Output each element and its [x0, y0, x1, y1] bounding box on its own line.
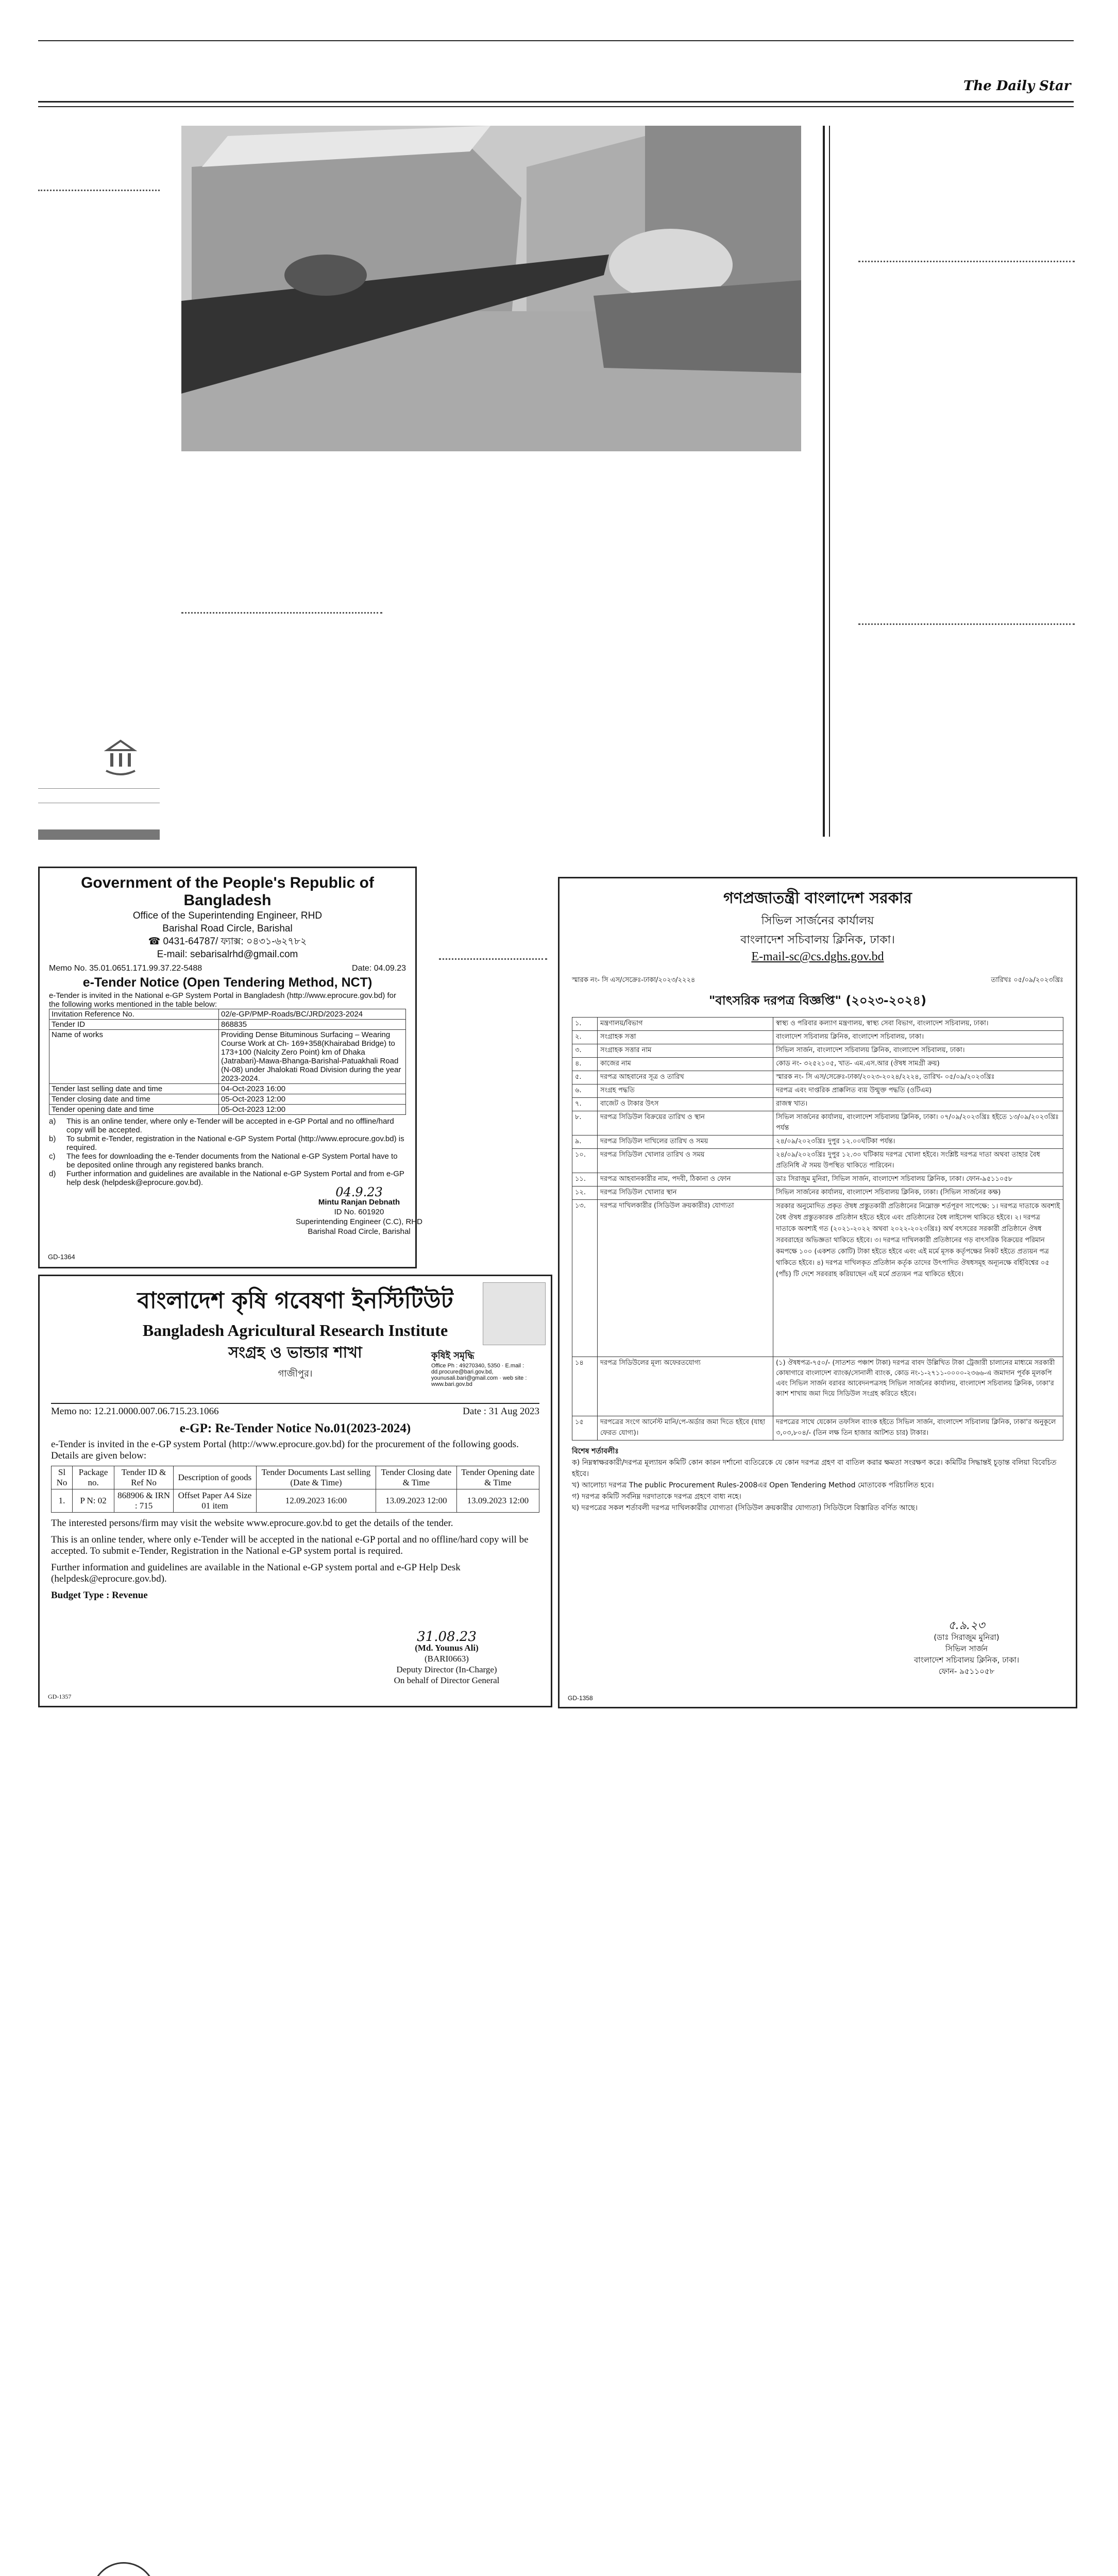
conditions-list	[49, 1117, 406, 1187]
bn-subtitle: সংগ্রহ ও ভান্ডার শাখা	[228, 1344, 362, 1362]
bari-tender-notice	[38, 1275, 552, 1707]
news-photo	[181, 126, 801, 451]
header-rule	[38, 101, 1074, 103]
phone-line: ☎ 0431-64787/ ফ্যাক্স: ০৪৩১-৬২৭৮২	[148, 936, 307, 947]
table-row: 1. P N: 02 868906 & IRN : 715 Offset Paper A4 Size 01 item 12.09.2023 16:00 13.09.2023 12:00 13.09.2023 12:00	[52, 1489, 539, 1513]
memo-date: Date : 31 Aug 2023	[463, 1406, 539, 1417]
paragraph: Further information and guidelines are available in the National e-GP system portal and e-GP Help Desk (helpdesk@eprocure.gov.bd).	[51, 1562, 461, 1584]
office-place: বাংলাদেশ সচিবালয় ক্লিনিক, ঢাকা।	[740, 934, 895, 946]
signer-name: (Md. Younus Ali)	[415, 1643, 479, 1653]
slogan: কৃষিই সমৃদ্ধি	[431, 1350, 475, 1361]
bari-logo	[91, 2562, 156, 2576]
signer-behalf: On behalf of Director General	[394, 1675, 500, 1685]
portrait-image	[483, 1282, 546, 1345]
column-divider	[38, 788, 160, 789]
circle-name: Barishal Road Circle, Barishal	[162, 923, 293, 934]
handwritten-date: 04.9.23	[335, 1185, 383, 1199]
row-key: Tender closing date and time	[49, 1094, 219, 1105]
table-row: ৪. কাজের নাম কোড নং- ৩২৫২১০৫, খাত- এম.এস.আর (ঔষধ সামগ্রী ক্রয়)	[572, 1058, 1063, 1071]
top-rule	[38, 40, 1074, 41]
row-key: Name of works	[49, 1030, 219, 1084]
special-title: বিশেষ শর্তাবলীঃ	[572, 1447, 619, 1455]
signature-block	[879, 1620, 1054, 1677]
email-line: E-mail-sc@cs.dghs.gov.bd	[751, 950, 884, 963]
table-row: ১৪ দরপত্র সিডিউলের মূল্য অফেরতযোগ্য (১) ঔষধপত্র-৭৫০/- (সাতশত পঞ্চাশ টাকা) দরপত্র বাবদ উল্লিখিত টাকা ট্রেজারী চালানের মাধ্যমে সরকারী কোষাগারে বাংলাদেশ ব্যাংক/সোনালী ব্যাংক, কোড নং-১-২৭১১-০০০০-২৩৬৬-এ জমাদান পূর্বক মূলকপি এবং সিভিল সার্জন বরাবর আবেদনপত্রসহ সিভিল সার্জনের কার্যালয়, বাংলাদেশ সচিবালয় ক্লিনিক, ঢাকা'র ক্যাশ শাখায় জমা দিয়ে সিডিউল সংগ্রহ করিতে হইবে।	[572, 1357, 1063, 1416]
special-conditions	[572, 1446, 1063, 1514]
handwritten-date: ৫.৯.২৩	[948, 1619, 985, 1632]
signature-block	[359, 1629, 534, 1686]
list-item: খ) আলোচ্য দরপত্র The public Procurement Rules-2008এর Open Tendering Method মোতাবেক পরিচালিত হবে।	[572, 1481, 934, 1489]
table-row: ১১. দরপত্র আহবানকারীর নাম, পদবী, ঠিকানা ও ফোন ডাঃ সিরাজুম মুনিরা, সিভিল সার্জন, বাংলাদেশ সচিবালয় ক্লিনিক, ঢাকা। ফোন-৯৫১১০৫৮	[572, 1173, 1063, 1187]
table-row	[49, 1084, 406, 1094]
notice-heading: e-Tender Notice (Open Tendering Method, NCT)	[82, 975, 372, 990]
column-divider	[439, 958, 547, 960]
gd-number: GD-1358	[568, 1694, 593, 1702]
table-row	[49, 1020, 406, 1030]
list-item: a) This is an online tender, where only e-Tender will be accepted in e-GP Portal and no offline/hard copy will be accepted.	[49, 1117, 394, 1134]
signer-designation: সিভিল সার্জন	[945, 1644, 988, 1653]
notice-heading: e-GP: Re-Tender Notice No.01(2023-2024)	[179, 1421, 411, 1435]
handwritten-date: 31.08.23	[417, 1629, 477, 1645]
list-item: b) To submit e-Tender, registration in the National e-GP System Portal (http://www.eprocure.gov.bd) is required.	[49, 1134, 404, 1152]
notice-heading: "বাৎসরিক দরপত্র বিজ্ঞপ্তি" (২০২৩-২০২৪)	[708, 993, 927, 1008]
memo-number: Memo No. 35.01.0651.171.99.37.22-5488	[49, 964, 202, 973]
table-row: ১০. দরপত্র সিডিউল খোলার তারিখ ও সময় ২৪/০৯/২০২৩খ্রিঃ দুপুর ১২.৩০ ঘটিকায় দরপত্র খোলা হইবে। সংশ্লিষ্ট দরপত্র দাতা অথবা তাহার বৈধ প্রতিনিধি ঐ সময় উপস্থিত থাকিতে পারিবেন।	[572, 1149, 1063, 1173]
column-divider	[829, 126, 830, 837]
memo-number: স্মারক নং- সি এস/সেক্রেঃ-ঢাকা/২০২৩/২২২৪	[572, 976, 696, 984]
column-divider	[823, 126, 825, 837]
table-row	[49, 1009, 406, 1020]
table-row	[49, 1094, 406, 1105]
table-row: ৭. বাজেট ও টাকার উৎস রাজস্ব খাত।	[572, 1098, 1063, 1111]
tender-table	[49, 1009, 406, 1115]
memo-date: Date: 04.09.23	[352, 964, 406, 973]
column-divider	[38, 190, 160, 191]
office-name: Office of the Superintending Engineer, RHD	[132, 910, 323, 921]
table-row: ১. মন্ত্রণালয়/বিভাগ স্বাস্থ্য ও পরিবার কল্যাণ মন্ত্রণালয়, স্বাস্থ্য সেবা বিভাগ, বাংলাদেশ সচিবালয়, ঢাকা।	[572, 1018, 1063, 1031]
row-key: Tender ID	[49, 1020, 219, 1030]
memo-number: Memo no: 12.21.0000.007.06.715.23.1066	[51, 1406, 219, 1417]
row-key: Tender opening date and time	[49, 1105, 219, 1115]
signer-designation: Superintending Engineer (C.C), RHD	[296, 1217, 422, 1226]
gd-number: GD-1357	[48, 1693, 72, 1700]
signer-name: Mintu Ranjan Debnath	[318, 1198, 400, 1207]
list-item: ঘ) দরপত্রের সকল শর্তাবলী দরপত্র দাখিলকারীর যোগ্যতা (সিডিউল ক্রয়কারীর যোগ্যতা) সিডিউলে বিস্তারিত বর্ণিত আছে।	[572, 1504, 918, 1512]
row-value: 868835	[219, 1020, 406, 1030]
row-value: 05-Oct-2023 12:00	[219, 1094, 406, 1105]
signer-name: (ডাঃ সিরাজুম মুনিরা)	[934, 1633, 1000, 1642]
contact-info: Office Ph : 49270340, 5350 · E.mail : dd.procure@bari.gov.bd, younusali.bari@gmail.com · web site : www.bari.gov.bd	[431, 1363, 527, 1387]
bn-place: গাজীপুর।	[278, 1368, 313, 1379]
signer-id: (BARI0663)	[425, 1654, 469, 1664]
table-row: ১২. দরপত্র সিডিউল খোলার স্থান সিভিল সার্জনের কার্যালয়, বাংলাদেশ সচিবালয় ক্লিনিক, ঢাকা। (সিভিল সার্জনের কক্ষ)	[572, 1187, 1063, 1200]
section-bar	[38, 829, 160, 840]
signer-designation: Deputy Director (In-Charge)	[396, 1665, 497, 1674]
table-row: ৮. দরপত্র সিডিউল বিক্রয়ের তারিখ ও স্থান সিভিল সার্জনের কার্যালয়, বাংলাদেশ সচিবালয় ক্লিনিক, ঢাকা। ০৭/০৯/২০২৩খ্রিঃ হইতে ১৩/০৯/২০২৩খ্রিঃ পর্যন্ত	[572, 1111, 1063, 1136]
row-key: Invitation Reference No.	[49, 1009, 219, 1020]
table-row: ৯. দরপত্র সিডিউল দাখিলের তারিখ ও সময় ২৪/০৯/২০২৩খ্রিঃ দুপুর ১২.০০ঘটিকা পর্যন্ত।	[572, 1136, 1063, 1149]
notice-intro: e-Tender is invited in the e-GP system Portal (http://www.eprocure.gov.bd) for the procurement of the following goods. Details are given below:	[51, 1439, 519, 1461]
signer-phone: ফোন- ৯৫১১০৫৮	[938, 1667, 995, 1676]
paragraph: The interested persons/firm may visit the website www.eprocure.gov.bd to get the details of the tender.	[51, 1518, 453, 1529]
signer-office: বাংলাদেশ সচিবালয় ক্লিনিক, ঢাকা।	[913, 1655, 1020, 1665]
office-name: সিভিল সার্জনের কার্যালয়	[761, 914, 874, 927]
row-value: Providing Dense Bituminous Surfacing – Wearing Course Work at Ch- 169+358(Khairabad Bridge) to 173+100 (Nalcity Zero Point) km of Dhaka (Jatrabari)-Mawa-Bhanga-Barishal-Patuakhali Road (N-08) under Jhalokati Road Division during the year 2023-2024.	[219, 1030, 406, 1084]
signer-id: ID No. 601920	[334, 1208, 384, 1216]
email-line: E-mail: sebarisalrhd@gmail.com	[157, 949, 298, 960]
bn-title: বাংলাদেশ কৃষি গবেষণা ইনস্টিটিউট	[137, 1287, 453, 1314]
goods-table	[51, 1466, 539, 1513]
tender-details-table	[572, 1017, 1063, 1440]
list-item: ক) নিম্নস্বাক্ষরকারী/দরপত্র মূল্যায়ন কমিটি কোন কারন দর্শানো ব্যতিরেকে যে কোন দরপত্র গ্রহণ বা বাতিল করার ক্ষমতা সংরক্ষণ করে। কমিটির সিদ্ধান্তই চূড়ান্ত বলিয়া বিবেচিত হইবে।	[572, 1459, 1057, 1478]
table-row: ১৫ দরপত্রের সংগে আর্নেস্ট মানি/পে-অর্ডার জমা দিতে হইবে (যাহা ফেরত যোগ্য)। দরপত্রের সাথে যেকোন তফসিল ব্যাংক হইতে সিভিল সার্জন, বাংলাদেশ সচিবালয় ক্লিনিক, ঢাকা'র অনুকূলে ৩,০৩,৮০৪/- (তিন লক্ষ তিন হাজার আটশত চার) টাকার।	[572, 1416, 1063, 1440]
row-value: 04-Oct-2023 16:00	[219, 1084, 406, 1094]
notice-title: গণপ্রজাতন্ত্রী বাংলাদেশ সরকার	[723, 889, 912, 907]
table-header: Sl No Package no. Tender ID & Ref No Description of goods Tender Documents Last selling (Date & Time) Tender Closing date & Time Tender Opening date & Time	[52, 1466, 539, 1489]
rhd-tender-notice	[38, 867, 422, 1268]
notice-intro: e-Tender is invited in the National e-GP System Portal in Bangladesh (http://www.eprocure.gov.bd) for the following works mentioned in the table below:	[49, 991, 396, 1009]
memo-date: তারিখঃ ০৫/০৯/২০২৩খ্রিঃ	[991, 976, 1063, 984]
en-title: Bangladesh Agricultural Research Institute	[142, 1321, 448, 1340]
header-rule-thin	[38, 106, 1074, 107]
masthead: The Daily Star	[963, 78, 1071, 94]
paragraph: This is an online tender, where only e-Tender will be accepted in the national e-GP portal and no offline/hard copy will be accepted. To submit e-Tender, Registration in the National e-GP system portal is required.	[51, 1534, 529, 1556]
table-row: ১৩. দরপত্র দাখিলকারীর (সিডিউল ক্রয়কারীর) যোগ্যতা সরকার অনুমোদিত প্রকৃত ঔষধ প্রস্তুতকারী প্রতিষ্ঠানের নিম্নোক্ত শর্তপূরণ সাপেক্ষে: ১। দরপত্র দাতাকে অবশ্যই বৈধ ঔষধ প্রস্তুতকারক প্রতিষ্ঠান হইতে হইবে এবং প্রতিষ্ঠানের বৈধ লাইসেন্স থাকিতে হইবে। ২। দরপত্র দাতাকে অবশ্যই গত (২০২১-২০২২ অথবা ২০২২-২০২৩খ্রিঃ) অর্থ বৎসরের সরকারী প্রতিষ্ঠানে ঔষধ সরবরাহের অভিজ্ঞতা থাকিতে হইবে। ৩। দরপত্র দাখিলকারী প্রতিষ্ঠানের গড় বাৎসরিক বিক্রয়ের পরিমান কমপক্ষে ১০০ (একশত কোটি) টাকা হইতে হইবে এবং এই মর্মে মূসক কর্তৃপক্ষের নিকট হইতে প্রত্যয়ন পত্র থাকিতে হইবে। ৪) দরপত্র দাখিলকৃত প্রতিষ্ঠান কর্তৃক তাদের উৎপাদিত ঔষধসমূহ অন্যূনক্ষে বর্হিবিশ্বের ০৫ (পাঁচ) টি দেশে সরবরাহ করিয়াছেন এই মর্মে প্রত্যয়ন পত্র থাকিতে হইবে।	[572, 1200, 1063, 1357]
row-value: 05-Oct-2023 12:00	[219, 1105, 406, 1115]
list-item: c) The fees for downloading the e-Tender documents from the National e-GP System Portal have to be deposited online through any registered banks branch.	[49, 1152, 398, 1170]
budget-type: Budget Type : Revenue	[51, 1590, 148, 1601]
list-item: গ) দরপত্র কমিটি সর্বনিম্ন দরদাতাকে দরপত্র গ্রহণে বাধ্য নহে।	[572, 1493, 741, 1501]
bank-icon	[104, 739, 137, 778]
table-row: ৬. সংগ্রহ পদ্ধতি দরপত্র এবং দাপ্তরিক প্রাক্কলিত ব্যয় উন্মুক্ত পদ্ধতি (ওটিএম)	[572, 1084, 1063, 1098]
civil-surgeon-notice	[558, 877, 1077, 1708]
notice-title: Government of the People's Republic of Bangladesh	[81, 874, 374, 909]
column-divider	[181, 612, 382, 614]
list-item: d) Further information and guidelines are available in the National e-GP System Portal and from e-GP help desk (helpdesk@eprocure.gov.bd).	[49, 1170, 404, 1187]
row-key: Tender last selling date and time	[49, 1084, 219, 1094]
table-row	[49, 1030, 406, 1084]
signer-place: Barishal Road Circle, Barishal	[308, 1227, 411, 1236]
table-row: ৫. দরপত্র আহবানের সূত্র ও তারিখ স্মারক নং- সি এস/সেক্রেঃ-ঢাকা/২০২৩-২০২৪/২২২৪, তারিখ- ০৫/০৯/২০২৩খ্রিঃ	[572, 1071, 1063, 1084]
column-divider	[858, 623, 1075, 625]
gd-number: GD-1364	[48, 1253, 75, 1261]
table-row: ৩. সংগ্রাহক সত্তার নাম সিভিল সার্জন, বাংলাদেশ সচিবালয় ক্লিনিক, বাংলাদেশ সচিবালয়, ঢাকা।	[572, 1044, 1063, 1058]
column-divider	[858, 261, 1075, 262]
table-row: ২. সংগ্রাহক সত্তা বাংলাদেশ সচিবালয় ক্লিনিক, বাংলাদেশ সচিবালয়, ঢাকা।	[572, 1031, 1063, 1044]
signature-block	[282, 1185, 436, 1236]
row-value: 02/e-GP/PMP-Roads/BC/JRD/2023-2024	[219, 1009, 406, 1020]
table-row	[49, 1105, 406, 1115]
